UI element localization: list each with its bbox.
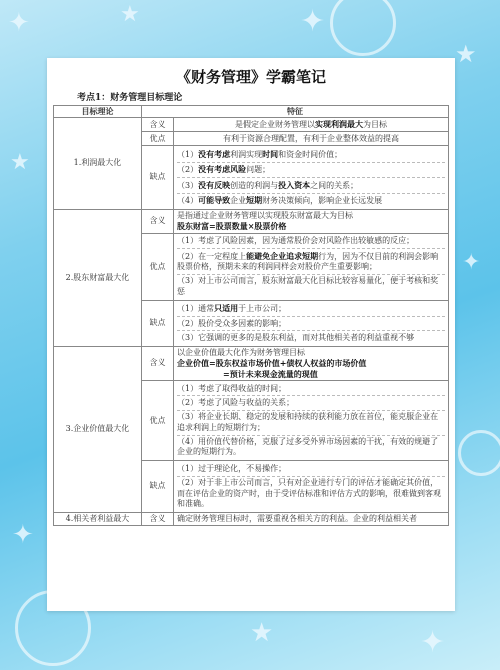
list-item: （4）用价值代替价格，克服了过多受外界市场因素的干扰，有效的规避了企业的短期行为。 xyxy=(177,437,439,457)
label-meaning: 含义 xyxy=(142,346,174,380)
list-item: （2）股价受众多因素的影响； xyxy=(177,317,445,331)
wealth-advantages xyxy=(174,233,449,300)
topic-profit-max: 1.利润最大化 xyxy=(54,118,142,210)
star-decoration-icon: ✦ xyxy=(462,250,481,275)
label-disadvantage: 缺点 xyxy=(142,300,174,346)
value-meaning: 以企业价值最大化作为财务管理目标 企业价值=股东权益市场价值+债权人权益的市场价值 =预计未来现金流量的现值 xyxy=(174,346,449,380)
star-decoration-icon: ★ xyxy=(120,2,140,27)
label-advantage: 优点 xyxy=(142,381,174,461)
list-item: （1）考虑了风险因素，因为通常股价会对风险作出较敏感的反应； xyxy=(177,235,445,249)
label-disadvantage: 缺点 xyxy=(142,146,174,210)
table-row xyxy=(54,209,449,233)
circle-decoration xyxy=(458,430,500,476)
profit-advantage: 有利于资源合理配置，有利于企业整体效益的提高 xyxy=(174,132,449,146)
label-meaning: 含义 xyxy=(142,209,174,233)
star-decoration-icon: ✦ xyxy=(12,520,34,550)
list-item: （1）过于理论化，不易操作； xyxy=(177,462,445,476)
star-decoration-icon: ★ xyxy=(455,40,477,68)
star-decoration-icon: ✦ xyxy=(300,4,326,39)
star-decoration-icon: ★ xyxy=(250,618,274,648)
list-item: （2）对于非上市公司而言，只有对企业进行专门的评估才能确定其价值，而在评估企业的资产时，由于受评估标准和评估方式的影响，很难做到客观和准确。 xyxy=(177,478,441,509)
list-item: （1）通常只适用于上市公司； xyxy=(177,302,445,317)
list-item: （1）没有考虑利润实现时间和资金时间价值； xyxy=(177,147,445,162)
list-item: （3）将企业长期、稳定的发展和持续的获利能力放在首位，能克服企业在追求利润上的短期行为； xyxy=(177,411,445,436)
list-item: （3）没有反映创造的利润与投入资本之间的关系； xyxy=(177,178,445,193)
list-item: （3）对上市公司而言，股东财富最大化目标比较容易量化，便于考核和奖惩 xyxy=(177,276,439,296)
table-row xyxy=(54,118,449,132)
header-feature: 特征 xyxy=(142,106,449,118)
label-meaning: 含义 xyxy=(142,118,174,132)
star-decoration-icon: ✦ xyxy=(8,8,30,38)
table-header-row xyxy=(54,106,449,118)
topic-stakeholder: 4.相关者利益最大 xyxy=(54,512,142,525)
wealth-disadvantages xyxy=(174,300,449,346)
label-advantage: 优点 xyxy=(142,233,174,300)
list-item: （4）可能导致企业短期财务决策倾向，影响企业长远发展 xyxy=(177,195,383,206)
section-subtitle: 考点1：财务管理目标理论 xyxy=(77,93,183,103)
table-row xyxy=(54,512,449,525)
star-decoration-icon: ✦ xyxy=(420,625,446,660)
page-title: 《财务管理》学霸笔记 xyxy=(175,68,326,86)
circle-decoration xyxy=(330,0,396,56)
profit-meaning: 是假定企业财务管理以实现利润最大为目标 xyxy=(174,118,449,132)
list-item: （2）没有考虑风险问题； xyxy=(177,163,445,178)
star-decoration-icon: ★ xyxy=(10,150,30,175)
list-item: （2）在一定程度上能避免企业追求短期行为，因为不仅目前的利润会影响股票价格，预期未来的利润同样会对股价产生重要影响； xyxy=(177,249,445,275)
value-advantages xyxy=(174,381,449,461)
profit-disadvantages xyxy=(174,146,449,210)
notes-sheet xyxy=(47,58,455,611)
theory-table xyxy=(53,105,449,526)
list-item: （1）考虑了取得收益的时间； xyxy=(177,382,445,396)
topic-shareholder-wealth: 2.股东财富最大化 xyxy=(54,209,142,346)
stakeholder-meaning: 确定财务管理目标时，需要重视各相关方的利益。企业的利益相关者 xyxy=(174,512,449,525)
label-meaning: 含义 xyxy=(142,512,174,525)
table-row xyxy=(54,346,449,380)
list-item: （2）考虑了风险与收益的关系； xyxy=(177,396,445,410)
label-disadvantage: 缺点 xyxy=(142,461,174,513)
header-topic: 目标理论 xyxy=(54,106,142,118)
value-disadvantages xyxy=(174,461,449,513)
wealth-meaning: 是指通过企业财务管理以实现股东财富最大为目标 股东财富=股票数量×股票价格 xyxy=(174,209,449,233)
label-advantage: 优点 xyxy=(142,132,174,146)
topic-enterprise-value: 3.企业价值最大化 xyxy=(54,346,142,512)
list-item: （3）它强调的更多的是股东利益，而对其他相关者的利益重视不够 xyxy=(177,332,415,342)
